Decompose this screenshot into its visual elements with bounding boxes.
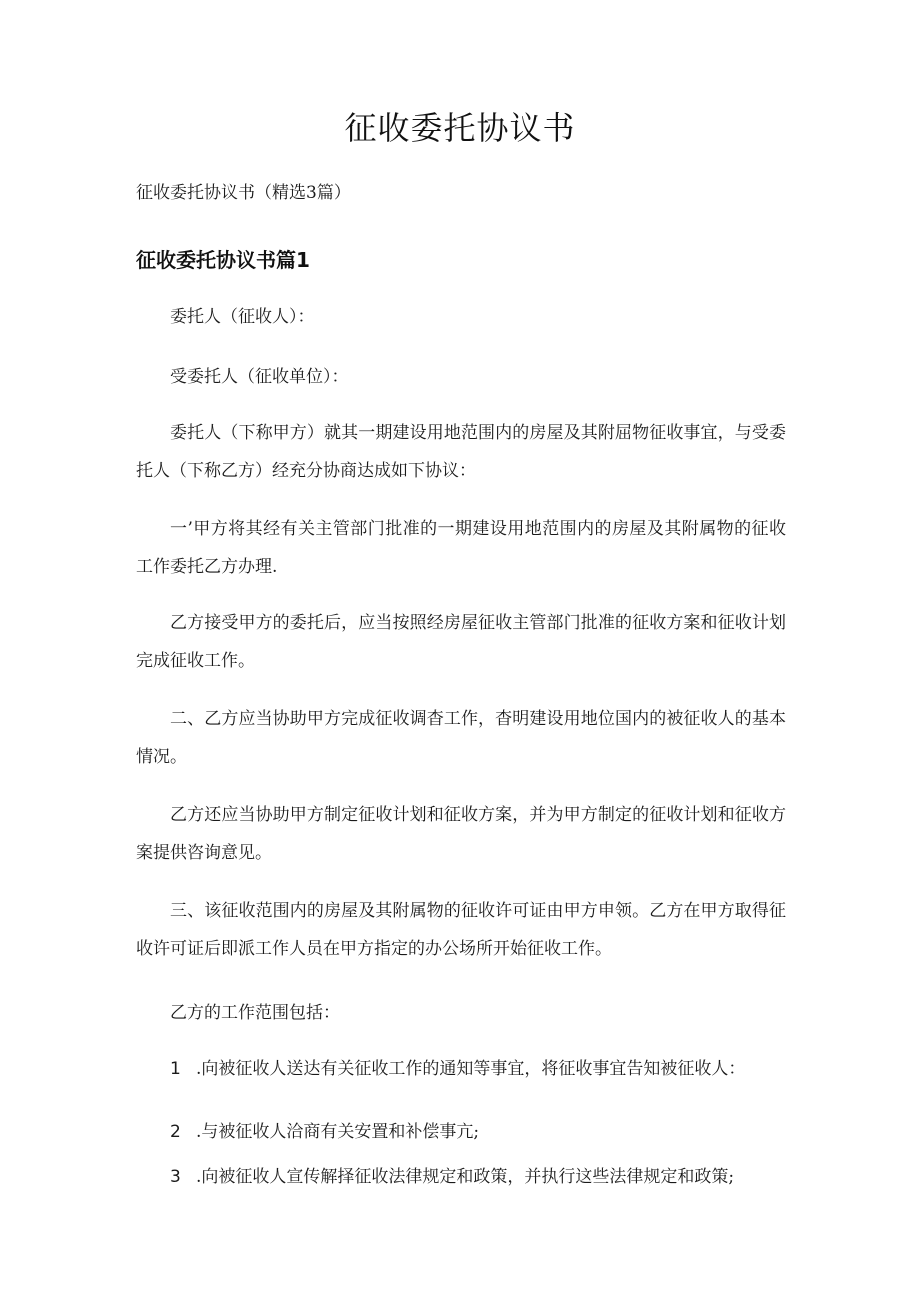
document-title: 征收委托协议书 <box>344 109 576 147</box>
paragraph-clause-1-b: 乙方接受甲方的委托后，应当按照经房屋征收主管部门批准的征收方案和征收计划完成征收工作。 <box>136 613 786 671</box>
paragraph-clause-2: 二、乙方应当协助甲方完成征收调杳工作，杳明建设用地位国内的被征收人的基本情况。 <box>136 709 786 767</box>
list-item <box>170 1056 790 1082</box>
document-subtitle: 征收委托协议书（精选3篇） <box>136 183 351 203</box>
paragraph-scope: 乙方的工作范围包括： <box>170 1003 340 1023</box>
paragraph-intro: 委托人（下称甲方）就其一期建设用地范围内的房屋及其附屈物征收事宜，与受委托人（下称乙方）经充分协商达成如下协议： <box>136 423 786 481</box>
list-item <box>170 1164 790 1190</box>
list-item-number: 1 <box>170 1059 181 1079</box>
paragraph-clause-2-b: 乙方还应当协助甲方制定征收计划和征收方案，并为甲方制定的征收计划和征收方案提供咨询意见。 <box>136 805 786 863</box>
list-item-text: .与被征收人洽商有关安置和补偿事亢; <box>196 1122 480 1142</box>
paragraph-principal: 委托人（征收人）： <box>170 307 315 327</box>
paragraph-agent: 受委托人（征收单位）： <box>170 367 349 387</box>
paragraph-clause-3: 三、该征收范围内的房屋及其附属物的征收许可证由甲方申领。乙方在甲方取得征收许可证后即派工作人员在甲方指定的办公场所开始征收工作。 <box>136 901 786 959</box>
list-item <box>170 1119 790 1145</box>
list-item-number: 3 <box>170 1167 181 1187</box>
list-item-text: .向被征收人送达有关征收工作的通知等事宜，将征收事宜告知被征收人： <box>196 1059 746 1079</box>
section-heading: 征收委托协议书篇1 <box>136 248 310 272</box>
list-item-number: 2 <box>170 1122 181 1142</box>
paragraph-clause-1: 一’甲方将其经有关主管部门批准的一期建设用地范围内的房屋及其附属物的征收工作委托乙方办理. <box>136 519 786 577</box>
list-item-text: .向被征收人宣传解择征收法律规定和政策，并执行这些法律规定和政策; <box>196 1167 735 1187</box>
